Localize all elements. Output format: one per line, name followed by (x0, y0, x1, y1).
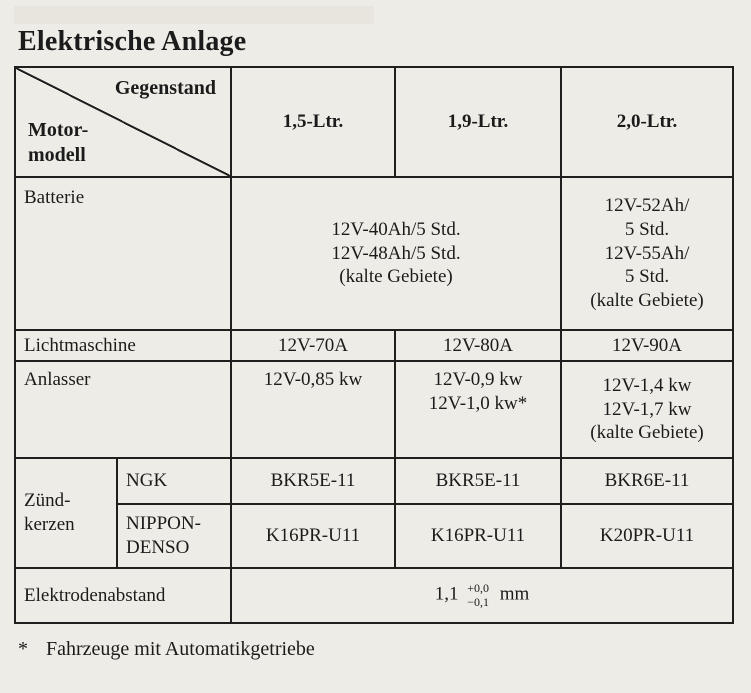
page-title: Elektrische Anlage (18, 26, 247, 57)
batterie-value-1-5-and-1-9: 12V-40Ah/5 Std. 12V-48Ah/5 Std. (kalte Gebiete) (231, 177, 561, 330)
row-label-elektrodenabstand: Elektrodenabstand (15, 568, 231, 623)
column-header-1-5: 1,5-Ltr. (231, 67, 395, 177)
ngk-value-1-5: BKR5E-11 (231, 458, 395, 504)
elektrodenabstand-value (231, 568, 733, 623)
footnote-marker: * (18, 638, 28, 660)
corner-cell (15, 67, 231, 177)
table-header-row (15, 67, 733, 177)
table-row-anlasser (15, 361, 733, 458)
row-label-anlasser: Anlasser (15, 361, 231, 458)
column-header-2-0: 2,0-Ltr. (561, 67, 733, 177)
table-row-ngk (15, 458, 733, 504)
gap-unit: mm (499, 583, 530, 605)
footnote (18, 638, 315, 661)
lichtmaschine-value-2-0: 12V-90A (561, 330, 733, 361)
table-row-batterie (15, 177, 733, 330)
footnote-text: Fahrzeuge mit Automatikgetriebe (46, 638, 315, 660)
lichtmaschine-value-1-9: 12V-80A (395, 330, 561, 361)
anlasser-value-1-5: 12V-0,85 kw (231, 361, 395, 458)
table-row-lichtmaschine (15, 330, 733, 361)
ngk-value-2-0: BKR6E-11 (561, 458, 733, 504)
nippondenso-value-1-5: K16PR-U11 (231, 504, 395, 568)
gap-value: 1,1 (434, 583, 459, 605)
gap-tolerance (467, 582, 489, 608)
anlasser-value-1-9: 12V-0,9 kw 12V-1,0 kw* (395, 361, 561, 458)
anlasser-value-2-0: 12V-1,4 kw 12V-1,7 kw (kalte Gebiete) (561, 361, 733, 458)
batterie-value-2-0: 12V-52Ah/ 5 Std. 12V-55Ah/ 5 Std. (kalte Gebiete) (561, 177, 733, 330)
nippondenso-value-1-9: K16PR-U11 (395, 504, 561, 568)
nippondenso-value-2-0: K20PR-U11 (561, 504, 733, 568)
lichtmaschine-value-1-5: 12V-70A (231, 330, 395, 361)
corner-label-gegenstand: Gegenstand (114, 77, 216, 99)
sub-label-ngk: NGK (117, 458, 231, 504)
row-label-lichtmaschine: Lichtmaschine (15, 330, 231, 361)
ngk-value-1-9: BKR5E-11 (395, 458, 561, 504)
sub-label-nippondenso: NIPPON- DENSO (117, 504, 231, 568)
electrical-spec-table (14, 66, 734, 624)
table-row-elektrodenabstand (15, 568, 733, 623)
show-through-artifact (14, 6, 374, 24)
gap-tolerance-minus: −0,1 (467, 594, 489, 609)
gap-tolerance-plus: +0,0 (467, 581, 489, 596)
row-label-zuendkerzen: Zünd- kerzen (15, 458, 117, 568)
column-header-1-9: 1,9-Ltr. (395, 67, 561, 177)
row-label-batterie: Batterie (15, 177, 231, 330)
corner-label-motormodell: Motor- modell (28, 119, 89, 166)
table-row-nippondenso (15, 504, 733, 568)
